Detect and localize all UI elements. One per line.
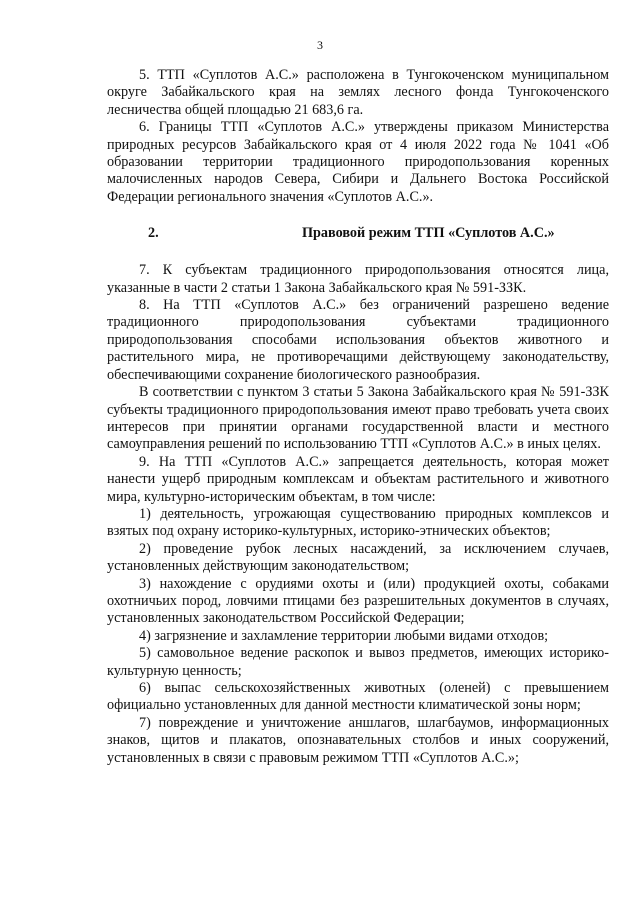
list-item-7: 7) повреждение и уничтожение аншлагов, шлагбаумов, информационных знаков, щитов и плакатов, опознавательных столбов и иных сооружений, установленных в связи с правовым режимом ТТП «Суплотов А.С.»; [107, 714, 609, 766]
section-title: Правовой режим ТТП «Суплотов А.С.» [302, 225, 555, 242]
list-item-2: 2) проведение рубок лесных насаждений, за исключением случаев, установленных действующим законодательством; [107, 540, 609, 575]
paragraph-rights: В соответствии с пунктом 3 статьи 5 Закона Забайкальского края № 591-ЗЗК субъекты традиционного природопользования имеют право требовать учета своих интересов при принятии органами государственной власти и местного самоуправления решений по использованию ТТП «Суплотов А.С.» в иных целях. [107, 384, 609, 453]
list-item-1: 1) деятельность, угрожающая существованию природных комплексов и взятых под охрану историко-культурных, историко-этнических объектов; [107, 505, 609, 540]
paragraph-item-7: 7. К субъектам традиционного природопользования относятся лица, указанные в части 2 статьи 1 Закона Забайкальского края № 591-ЗЗК. [107, 262, 609, 296]
paragraph-item-6: 6. Границы ТТП «Суплотов А.С.» утверждены приказом Министерства природных ресурсов Забайкальского края от 4 июля 2022 года № 1041 «Об образовании территории традиционного природопользования коренных малочисленных народов Севера, Сибири и Дальнего Востока Российской Федерации регионального значения «Суплотов А.С.». [107, 119, 609, 205]
list-item-5: 5) самовольное ведение раскопок и вывоз предметов, имеющих историко-культурную ценность; [107, 645, 609, 679]
section-heading [107, 225, 609, 243]
paragraph-item-5: 5. ТТП «Суплотов А.С.» расположена в Тунгокоченском муниципальном округе Забайкальского края на землях лесного фонда Тунгокоченского лесничества общей площадью 21 683,6 га. [107, 67, 609, 118]
list-item-3: 3) нахождение с орудиями охоты и (или) продукцией охоты, собаками охотничьих пород, ловчими птицами без разрешительных документов в случаях, установленных законодательством Российской Федерации; [107, 575, 609, 627]
section-number: 2. [148, 225, 159, 242]
list-item-6: 6) выпас сельскохозяйственных животных (оленей) с превышением официально установленных для данной местности климатической зоны норм; [107, 680, 609, 714]
paragraph-item-8: 8. На ТТП «Суплотов А.С.» без ограничений разрешено ведение традиционного природопользования субъектами традиционного природопользования способами использования объектов животного и растительного мира, не противоречащими действующему законодательству, обеспечивающими сохранение биологического разнообразия. [107, 297, 609, 383]
list-item-4: 4) загрязнение и захламление территории любыми видами отходов; [139, 627, 549, 644]
paragraph-item-9: 9. На ТТП «Суплотов А.С.» запрещается деятельность, которая может нанести ущерб природным комплексам и объектам растительного и животного мира, культурно-историческим объектам, в том числе: [107, 453, 609, 505]
document-body [107, 67, 609, 767]
page-number: 3 [317, 38, 323, 52]
